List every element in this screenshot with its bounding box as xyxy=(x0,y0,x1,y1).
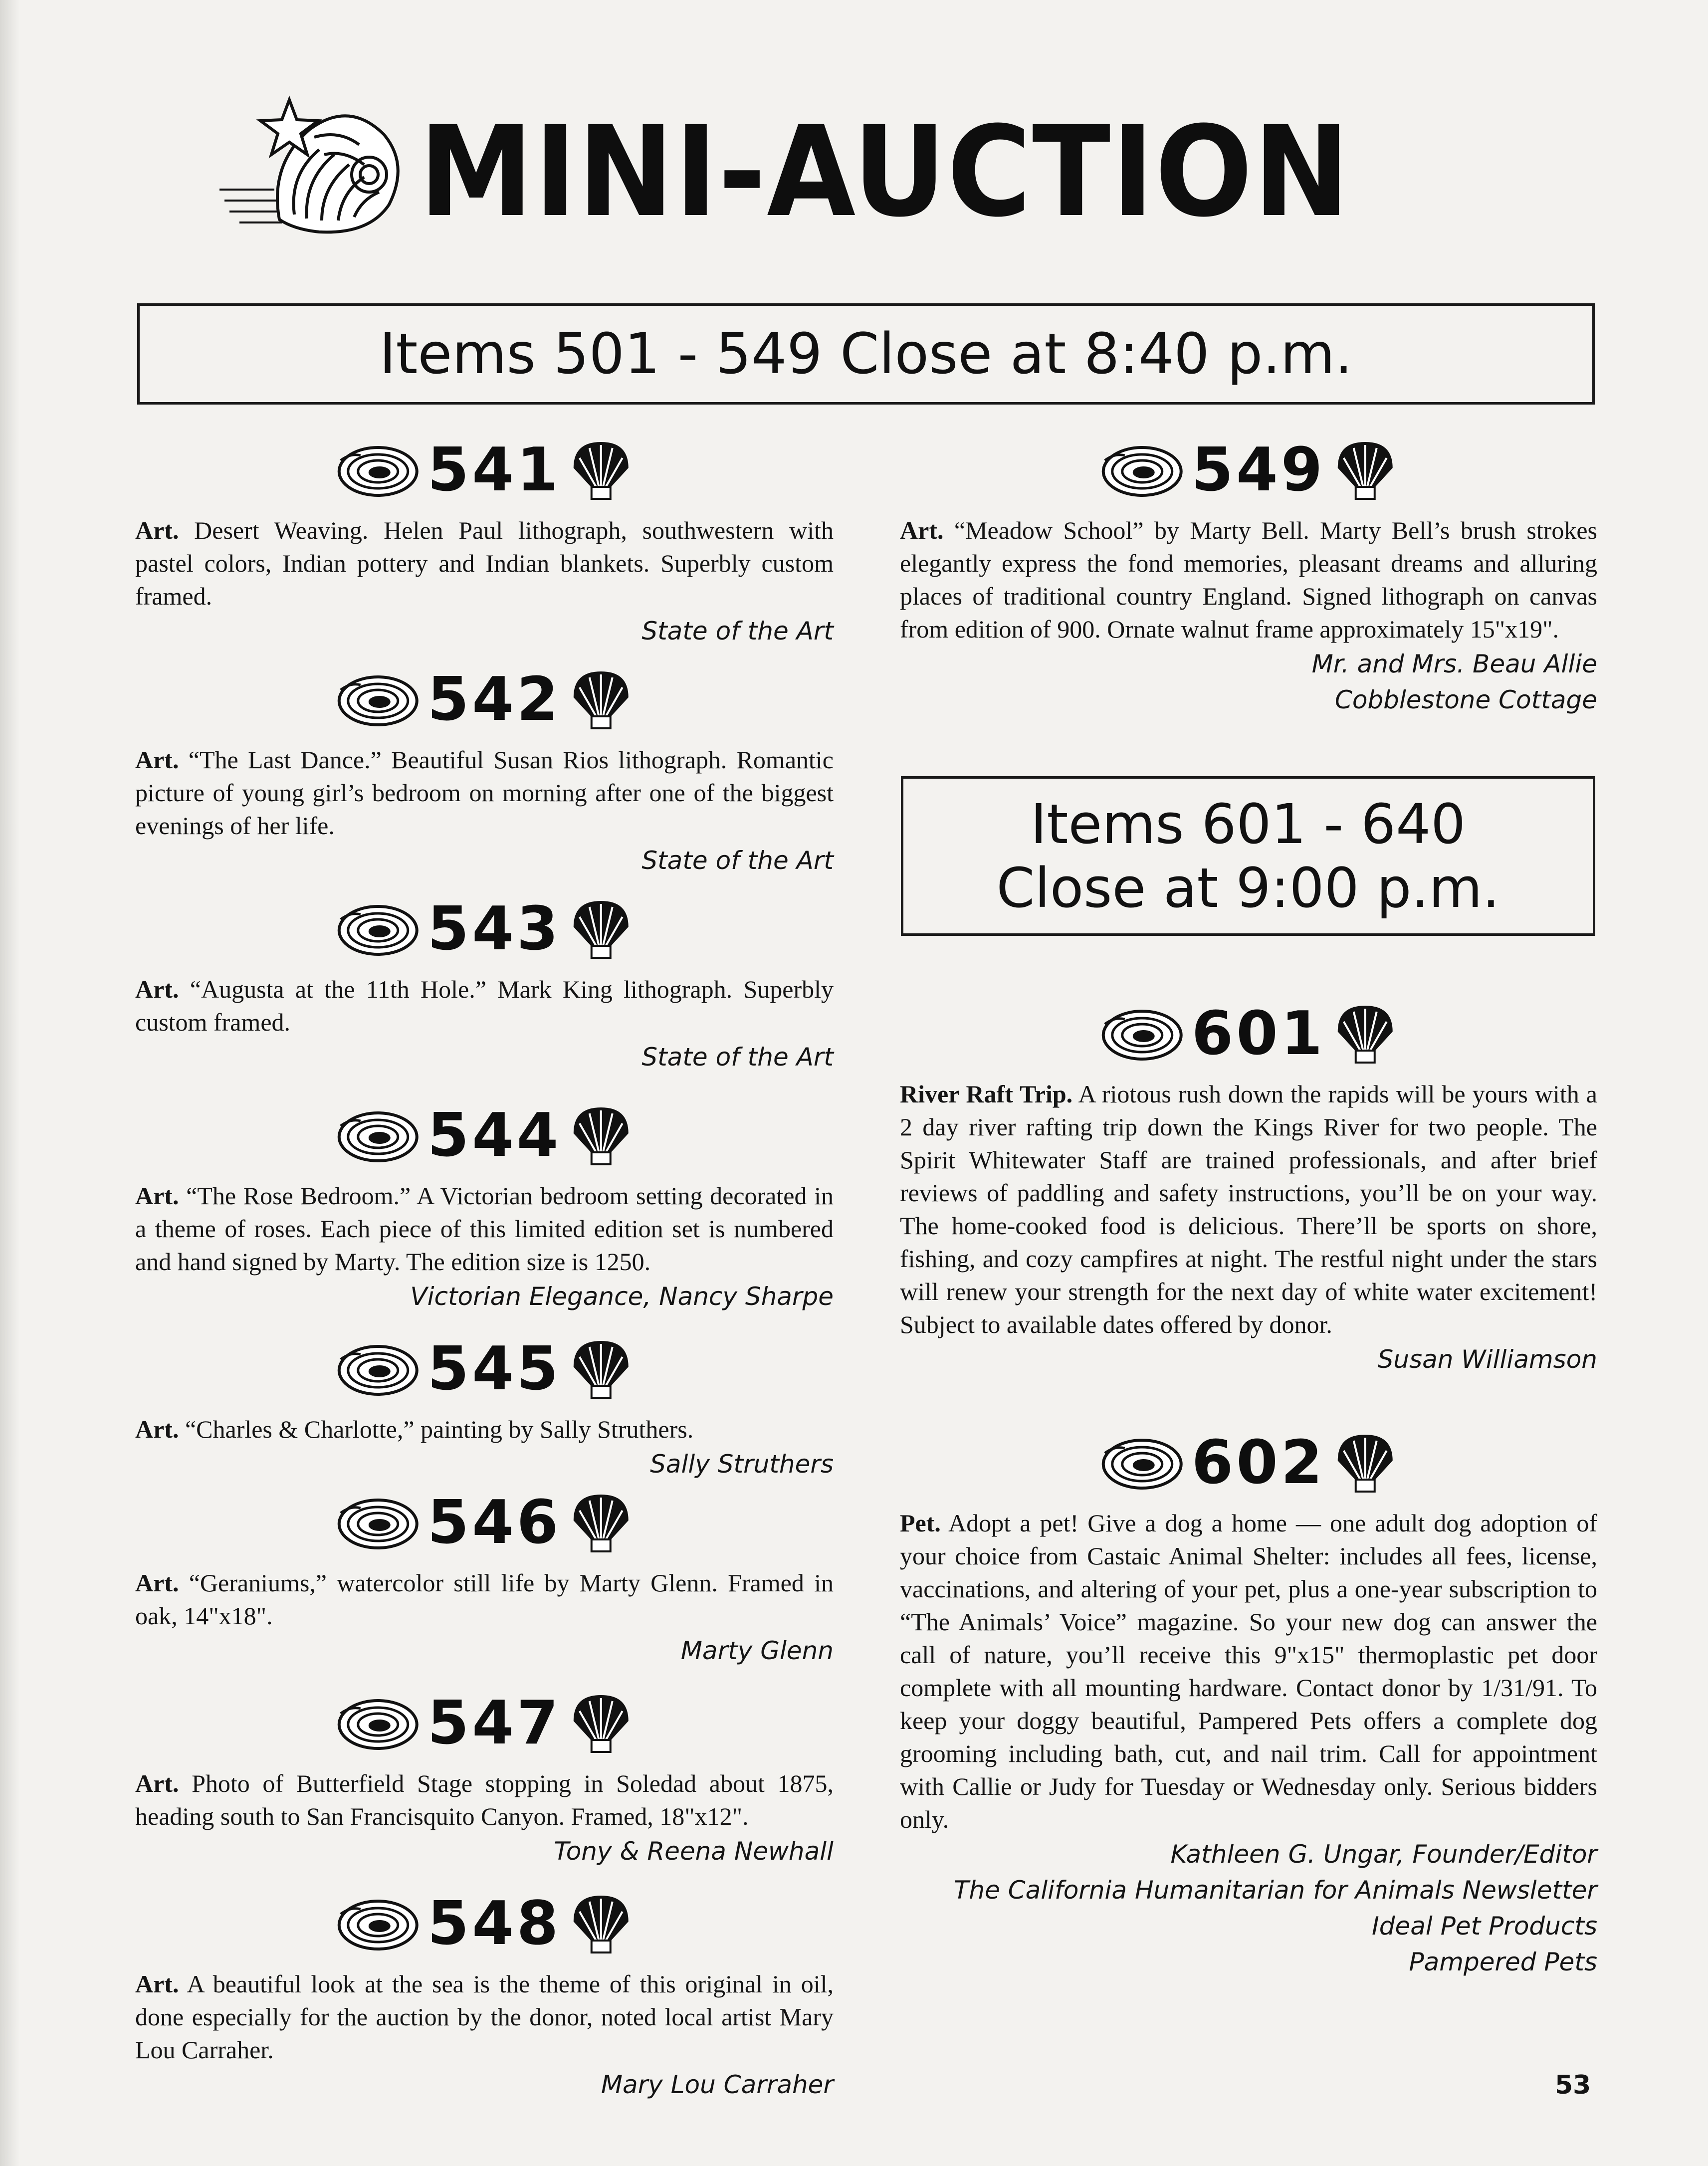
item-donor: Kathleen G. Ungar, Founder/Editor xyxy=(1170,1840,1597,1869)
item-description xyxy=(900,514,1597,646)
clam-shell-icon xyxy=(336,440,421,500)
left-column xyxy=(135,429,834,2102)
item-number: 541 xyxy=(427,435,562,505)
item-number: 544 xyxy=(427,1101,562,1170)
item-description-text: “Geraniums,” watercolor still life by Marty Glenn. Framed in oak, 14"x18". xyxy=(135,1569,834,1630)
item-number: 542 xyxy=(427,665,562,734)
auction-item-602 xyxy=(900,1422,1597,1979)
item-donor: Marty Glenn xyxy=(680,1636,834,1665)
item-description-text: Desert Weaving. Helen Paul lithograph, southwestern with pastel colors, Indian pottery and Indian blankets. Superbly custom framed. xyxy=(135,516,834,610)
clam-shell-icon xyxy=(336,1493,421,1553)
item-description-text: “Augusta at the 11th Hole.” Mark King lithograph. Superbly custom framed. xyxy=(135,975,834,1036)
item-donor: The California Humanitarian for Animals Newsletter xyxy=(953,1876,1597,1905)
donor-list xyxy=(135,614,834,649)
item-description xyxy=(900,1507,1597,1836)
item-number-header xyxy=(135,1682,834,1767)
item-number-header xyxy=(135,658,834,743)
clam-shell-icon xyxy=(336,670,421,730)
item-donor: State of the Art xyxy=(641,846,834,875)
scallop-shell-icon xyxy=(1332,1431,1397,1496)
scallop-shell-icon xyxy=(568,438,633,503)
auction-item-542 xyxy=(135,658,834,878)
clam-shell-icon xyxy=(1100,440,1185,500)
banner-text: Items 501 - 549 Close at 8:40 p.m. xyxy=(379,321,1353,387)
auction-item-548 xyxy=(135,1883,834,2102)
item-donor: Cobblestone Cottage xyxy=(1334,685,1597,714)
scallop-shell-icon xyxy=(568,1103,633,1168)
item-donor: State of the Art xyxy=(641,617,834,646)
item-description xyxy=(900,1078,1597,1341)
item-description-text: “Charles & Charlotte,” painting by Sally Struthers. xyxy=(185,1415,694,1443)
donor-list xyxy=(135,1279,834,1314)
auction-item-547 xyxy=(135,1682,834,1869)
item-number-header xyxy=(900,993,1597,1078)
donor-list xyxy=(135,2067,834,2102)
item-category: Art. xyxy=(135,516,179,544)
seashell-starfish-icon xyxy=(219,90,414,239)
scallop-shell-icon xyxy=(568,897,633,962)
donor-list xyxy=(900,1342,1597,1377)
item-description-text: Adopt a pet! Give a dog a home — one adult dog adoption of your choice from Castaic Animal Shelter: includes all fees, license, vaccinations, and altering of your pet, plus a one-year subscription to “The Animals’ Voice” magazine. So your new dog can answer the call of nature, you’ll receive this 9"x15" thermoplastic pet door complete with all mounting hardware. Contact donor by 1/31/91. To keep your doggy beautiful, Pampered Pets offers a complete dog grooming including bath, cut, and nail trim. Call for appointment with Callie or Judy for Tuesday or Wednesday only. Serious bidders only. xyxy=(900,1509,1597,1833)
item-category: Art. xyxy=(135,1569,179,1597)
scallop-shell-icon xyxy=(568,1491,633,1555)
page-header xyxy=(219,90,1496,244)
item-number: 601 xyxy=(1191,999,1326,1069)
auction-item-544 xyxy=(135,1094,834,1314)
donor-list xyxy=(135,1834,834,1869)
right-column-items-600 xyxy=(900,993,1597,1979)
scallop-shell-icon xyxy=(568,1892,633,1956)
banner-line-2: Close at 9:00 p.m. xyxy=(996,856,1500,920)
donor-list xyxy=(900,1837,1597,1979)
item-number-header xyxy=(135,1482,834,1566)
item-description-text: A riotous rush down the rapids will be yours with a 2 day river rafting trip down the Kings River for two people. The Spirit Whitewater Staff are trained professionals, and after brief reviews of paddling and safety instructions, you’ll be on your way. The home-cooked food is delicious. There’ll be sports on shore, fishing, and cozy campfires at night. The restful night under the stars will renew your strength for the next day of white water excitement! Subject to available dates offered by donor. xyxy=(900,1080,1597,1338)
item-number: 545 xyxy=(427,1334,562,1404)
auction-item-546 xyxy=(135,1482,834,1668)
auction-item-541 xyxy=(135,429,834,649)
scallop-shell-icon xyxy=(1332,438,1397,503)
auction-item-549 xyxy=(900,429,1597,717)
item-category: Pet. xyxy=(900,1509,941,1537)
donor-list xyxy=(900,647,1597,717)
scallop-shell-icon xyxy=(568,1691,633,1756)
item-description xyxy=(135,1566,834,1632)
item-number-header xyxy=(135,1094,834,1179)
donor-list xyxy=(135,1040,834,1075)
item-number-header xyxy=(135,888,834,973)
item-category: Art. xyxy=(135,1415,179,1443)
item-description xyxy=(135,1767,834,1833)
item-category: Art. xyxy=(135,1769,179,1797)
item-donor: State of the Art xyxy=(641,1043,834,1072)
clam-shell-icon xyxy=(336,1339,421,1399)
item-donor: Tony & Reena Newhall xyxy=(554,1837,834,1866)
clam-shell-icon xyxy=(336,1106,421,1166)
clam-shell-icon xyxy=(1100,1433,1185,1493)
clam-shell-icon xyxy=(336,899,421,959)
scallop-shell-icon xyxy=(568,1337,633,1402)
clam-shell-icon xyxy=(1100,1004,1185,1064)
item-number: 548 xyxy=(427,1889,562,1958)
donor-list xyxy=(135,1633,834,1668)
item-number-header xyxy=(900,429,1597,514)
closing-time-banner-501-549 xyxy=(137,303,1595,405)
page-binding-shadow xyxy=(0,0,20,2166)
item-description xyxy=(135,1179,834,1278)
item-donor: Mary Lou Carraher xyxy=(601,2070,834,2099)
item-category: Art. xyxy=(135,1182,179,1210)
page-title: MINI-AUCTION xyxy=(419,99,1351,244)
item-number: 602 xyxy=(1191,1428,1326,1498)
right-column-items-549 xyxy=(900,429,1597,717)
scallop-shell-icon xyxy=(568,667,633,732)
item-category: River Raft Trip. xyxy=(900,1080,1073,1108)
item-number-header xyxy=(135,1328,834,1413)
clam-shell-icon xyxy=(336,1894,421,1954)
item-donor: Mr. and Mrs. Beau Allie xyxy=(1311,650,1597,678)
banner-line-1: Items 601 - 640 xyxy=(1030,792,1466,856)
clam-shell-icon xyxy=(336,1694,421,1753)
item-number-header xyxy=(900,1422,1597,1507)
auction-item-545 xyxy=(135,1328,834,1482)
auction-item-543 xyxy=(135,888,834,1075)
item-description xyxy=(135,973,834,1039)
item-description xyxy=(135,1967,834,2066)
item-description-text: “The Rose Bedroom.” A Victorian bedroom setting decorated in a theme of roses. Each piece of this limited edition set is numbered and hand signed by Marty. The edition size is 1250. xyxy=(135,1182,834,1276)
item-description xyxy=(135,1413,834,1446)
item-number: 543 xyxy=(427,894,562,964)
item-description xyxy=(135,514,834,613)
item-donor: Victorian Elegance, Nancy Sharpe xyxy=(410,1282,834,1311)
item-donor: Sally Struthers xyxy=(650,1450,834,1479)
item-category: Art. xyxy=(135,975,179,1003)
item-category: Art. xyxy=(135,746,179,774)
item-number: 549 xyxy=(1191,435,1326,505)
item-number: 546 xyxy=(427,1488,562,1557)
item-donor: Pampered Pets xyxy=(1409,1948,1597,1976)
item-description xyxy=(135,743,834,842)
item-number-header xyxy=(135,1883,834,1967)
closing-time-banner-601-640 xyxy=(901,776,1595,936)
donor-list xyxy=(135,843,834,878)
item-category: Art. xyxy=(900,516,944,544)
item-donor: Susan Williamson xyxy=(1377,1345,1597,1374)
item-number: 547 xyxy=(427,1689,562,1758)
item-donor: Ideal Pet Products xyxy=(1372,1912,1597,1941)
scallop-shell-icon xyxy=(1332,1002,1397,1067)
auction-item-601 xyxy=(900,993,1597,1377)
page-number: 53 xyxy=(1555,2070,1591,2100)
item-description-text: “The Last Dance.” Beautiful Susan Rios lithograph. Romantic picture of young girl’s bedroom on morning after one of the biggest evenings of her life. xyxy=(135,746,834,840)
item-category: Art. xyxy=(135,1970,179,1998)
donor-list xyxy=(135,1447,834,1482)
item-description-text: A beautiful look at the sea is the theme of this original in oil, done especially for the auction by the donor, noted local artist Mary Lou Carraher. xyxy=(135,1970,834,2064)
item-number-header xyxy=(135,429,834,514)
item-description-text: “Meadow School” by Marty Bell. Marty Bell’s brush strokes elegantly express the fond memories, pleasant dreams and alluring places of traditional country England. Signed lithograph on canvas from edition of 900. Ornate walnut frame approximately 15"x19". xyxy=(900,516,1598,643)
item-description-text: Photo of Butterfield Stage stopping in Soledad about 1875, heading south to San Francisquito Canyon. Framed, 18"x12". xyxy=(135,1769,834,1830)
